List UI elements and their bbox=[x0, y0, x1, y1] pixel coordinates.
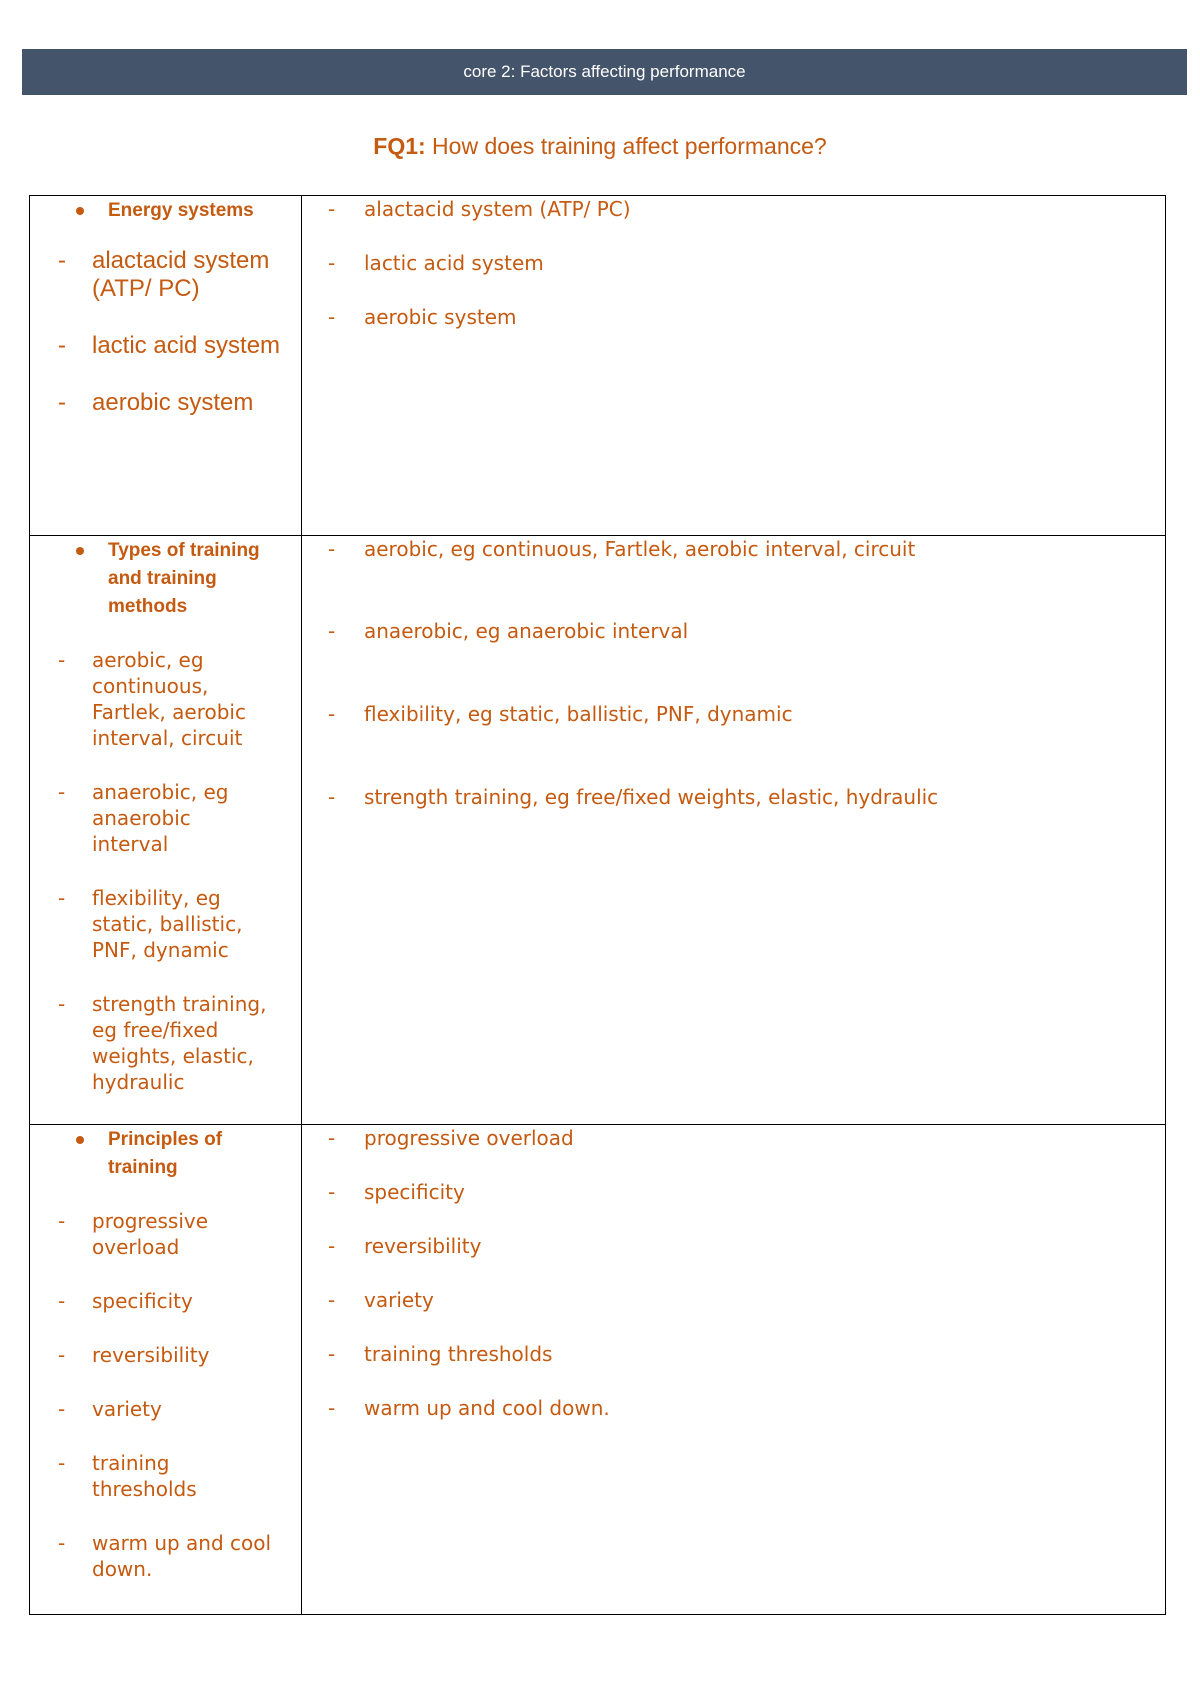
row-heading bbox=[76, 197, 301, 225]
item-text: flexibility, eg static, ballistic, PNF, dynamic bbox=[92, 886, 243, 962]
list-item bbox=[30, 1450, 301, 1502]
dash-icon: - bbox=[328, 702, 336, 726]
dash-icon: - bbox=[58, 1451, 66, 1475]
list-item bbox=[30, 779, 301, 857]
header-banner bbox=[22, 49, 1187, 95]
list-item bbox=[30, 332, 301, 360]
dash-icon: - bbox=[58, 648, 66, 672]
item-text: alactacid system (ATP/ PC) bbox=[92, 247, 270, 302]
heading-text: Principles of training bbox=[108, 1129, 223, 1178]
list-item bbox=[30, 1208, 301, 1260]
dash-icon: - bbox=[58, 1531, 66, 1555]
left-cell bbox=[30, 1125, 302, 1615]
row-heading bbox=[76, 537, 301, 621]
dash-icon: - bbox=[58, 247, 66, 274]
dash-icon: - bbox=[58, 389, 66, 416]
left-list bbox=[30, 647, 301, 1095]
list-item bbox=[30, 647, 301, 751]
left-list bbox=[30, 1208, 301, 1582]
item-text: reversibility bbox=[364, 1234, 482, 1258]
left-cell bbox=[30, 536, 302, 1125]
left-list bbox=[30, 247, 301, 417]
bullet-icon bbox=[76, 547, 84, 555]
item-text: reversibility bbox=[92, 1343, 210, 1367]
item-text: aerobic, eg continuous, Fartlek, aerobic interval, circuit bbox=[364, 537, 916, 561]
right-cell bbox=[302, 196, 1166, 536]
dash-icon: - bbox=[58, 886, 66, 910]
item-text: alactacid system (ATP/ PC) bbox=[364, 197, 631, 221]
item-text: anaerobic, eg anaerobic interval bbox=[364, 619, 689, 643]
item-text: warm up and cool down. bbox=[92, 1531, 272, 1581]
right-cell bbox=[302, 536, 1166, 1125]
right-list bbox=[302, 1125, 1165, 1421]
item-text: training thresholds bbox=[92, 1451, 197, 1501]
item-text: strength training, eg free/fixed weights, elastic, hydraulic bbox=[364, 785, 939, 809]
dash-icon: - bbox=[58, 992, 66, 1016]
dash-icon: - bbox=[58, 1397, 66, 1421]
dash-icon: - bbox=[328, 1126, 336, 1150]
bullet-icon bbox=[76, 207, 84, 215]
table-row bbox=[30, 196, 1166, 536]
list-item bbox=[30, 991, 301, 1095]
heading-text: Types of training and training methods bbox=[108, 540, 260, 617]
item-text: aerobic, eg continuous, Fartlek, aerobic interval, circuit bbox=[92, 648, 246, 750]
dash-icon: - bbox=[58, 1289, 66, 1313]
dash-icon: - bbox=[328, 305, 336, 329]
table-row bbox=[30, 536, 1166, 1125]
list-item bbox=[30, 389, 301, 417]
page-title bbox=[0, 133, 1200, 160]
list-item bbox=[30, 1530, 301, 1582]
banner-text: core 2: Factors affecting performance bbox=[463, 62, 746, 81]
list-item bbox=[302, 618, 1165, 644]
dash-icon: - bbox=[328, 785, 336, 809]
item-text: anaerobic, eg anaerobic interval bbox=[92, 780, 229, 856]
dash-icon: - bbox=[328, 197, 336, 221]
list-item bbox=[302, 1125, 1165, 1151]
heading-text: Energy systems bbox=[108, 200, 254, 221]
item-text: warm up and cool down. bbox=[364, 1396, 610, 1420]
list-item bbox=[302, 536, 1165, 562]
dash-icon: - bbox=[58, 780, 66, 804]
dash-icon: - bbox=[58, 332, 66, 359]
list-item bbox=[30, 1396, 301, 1422]
list-item bbox=[302, 1341, 1165, 1367]
dash-icon: - bbox=[328, 251, 336, 275]
dash-icon: - bbox=[58, 1343, 66, 1367]
dash-icon: - bbox=[328, 1396, 336, 1420]
item-text: strength training, eg free/fixed weights, elastic, hydraulic bbox=[92, 992, 267, 1094]
title-text: How does training affect performance? bbox=[425, 133, 827, 159]
right-list bbox=[302, 196, 1165, 330]
content-table bbox=[29, 195, 1166, 1615]
dash-icon: - bbox=[58, 1209, 66, 1233]
dash-icon: - bbox=[328, 1288, 336, 1312]
item-text: training thresholds bbox=[364, 1342, 553, 1366]
dash-icon: - bbox=[328, 1234, 336, 1258]
item-text: variety bbox=[92, 1397, 162, 1421]
title-prefix: FQ1: bbox=[373, 133, 426, 159]
item-text: aerobic system bbox=[364, 305, 517, 329]
table-row bbox=[30, 1125, 1166, 1615]
list-item bbox=[30, 1342, 301, 1368]
list-item bbox=[302, 1233, 1165, 1259]
item-text: lactic acid system bbox=[364, 251, 544, 275]
list-item bbox=[30, 247, 301, 303]
list-item bbox=[302, 1395, 1165, 1421]
item-text: lactic acid system bbox=[92, 332, 281, 359]
item-text: progressive overload bbox=[92, 1209, 209, 1259]
dash-icon: - bbox=[328, 537, 336, 561]
list-item bbox=[302, 304, 1165, 330]
list-item bbox=[302, 1179, 1165, 1205]
list-item bbox=[302, 196, 1165, 222]
item-text: specificity bbox=[364, 1180, 465, 1204]
dash-icon: - bbox=[328, 619, 336, 643]
item-text: variety bbox=[364, 1288, 434, 1312]
list-item bbox=[302, 1287, 1165, 1313]
row-heading bbox=[76, 1126, 301, 1182]
left-cell bbox=[30, 196, 302, 536]
list-item bbox=[302, 701, 1165, 727]
list-item bbox=[30, 1288, 301, 1314]
list-item bbox=[302, 250, 1165, 276]
right-cell bbox=[302, 1125, 1166, 1615]
item-text: flexibility, eg static, ballistic, PNF, dynamic bbox=[364, 702, 793, 726]
item-text: aerobic system bbox=[92, 389, 254, 416]
dash-icon: - bbox=[328, 1180, 336, 1204]
dash-icon: - bbox=[328, 1342, 336, 1366]
item-text: progressive overload bbox=[364, 1126, 574, 1150]
bullet-icon bbox=[76, 1136, 84, 1144]
list-item bbox=[302, 784, 1165, 810]
item-text: specificity bbox=[92, 1289, 193, 1313]
list-item bbox=[30, 885, 301, 963]
right-list bbox=[302, 536, 1165, 810]
